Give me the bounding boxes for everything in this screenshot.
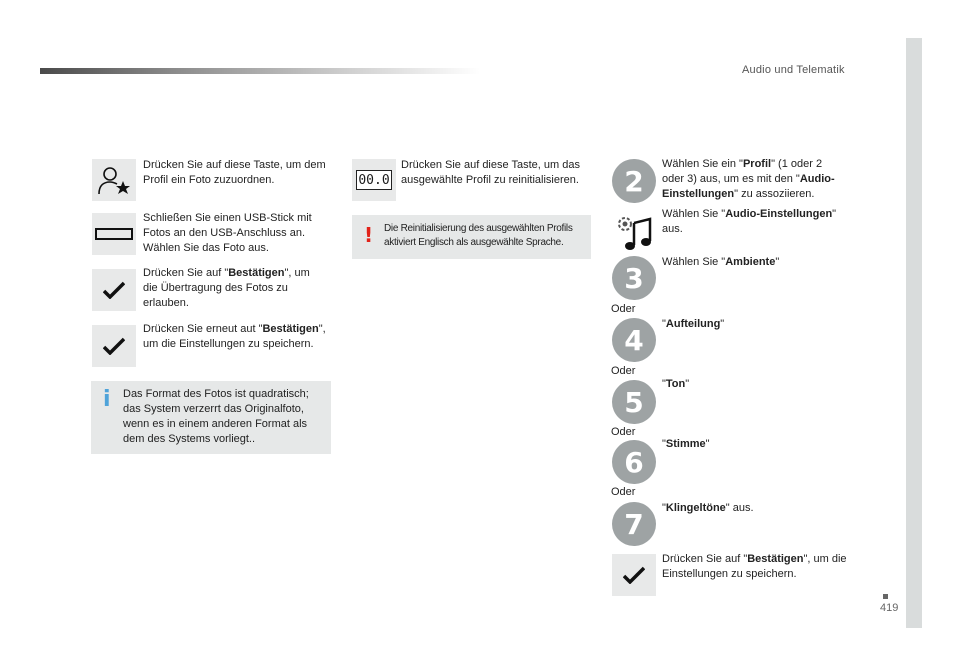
step-7-bold: Klingeltöne <box>665 502 726 514</box>
save-settings-pre: Drücken Sie erneut aut " <box>143 323 263 335</box>
audio-settings-pre: Wählen Sie " <box>662 208 726 220</box>
reset-warning-text: Die Reinitialisierung des ausgewählten Profils aktiviert Englisch als ausgewählte Sprache. <box>384 223 573 248</box>
reset-profile-button[interactable] <box>352 159 396 201</box>
usb-stick-button[interactable] <box>92 213 136 255</box>
step-5-pre: " <box>662 378 666 390</box>
profile-photo-icon <box>96 163 132 197</box>
final-confirm-pre: Drücken Sie auf " <box>662 553 748 565</box>
final-confirm-post: ", um die Einstellungen zu speichern. <box>662 553 847 580</box>
audio-settings-post: " aus. <box>662 208 837 235</box>
confirm-photo-pre: Drücken Sie auf " <box>143 267 229 279</box>
oder-label: Oder <box>611 365 636 377</box>
info-icon: i <box>103 387 111 412</box>
step-7-text <box>662 501 847 516</box>
reset-warning-box <box>352 215 591 259</box>
step-3-pre: Wählen Sie " <box>662 256 726 268</box>
final-confirm-button[interactable] <box>612 554 656 596</box>
usb-instructions-text: Schließen Sie einen USB-Stick mit Fotos an den USB-Anschluss an. Wählen Sie das Foto aus. <box>143 212 312 254</box>
step-7-post: " aus. <box>725 502 754 514</box>
photo-format-info-box <box>91 381 331 454</box>
final-confirm-text <box>662 552 847 582</box>
reset-display-icon: 00.0 <box>356 170 392 190</box>
checkmark-icon <box>103 281 125 299</box>
step-5-text <box>662 377 847 392</box>
step-2-bold2: Audio-Einstellungen <box>662 173 835 200</box>
step-3-text <box>662 255 847 270</box>
step-2-badge: 2 <box>612 159 656 203</box>
photo-format-info-text: Das Format des Fotos ist quadratisch; das System verzerrt das Originalfoto, wenn es in einem anderen Format als dem des Systems vorliegt.. <box>123 388 309 445</box>
step-2-text <box>662 157 847 202</box>
profile-photo-button[interactable] <box>92 159 136 201</box>
audio-settings-button[interactable] <box>612 211 656 255</box>
audio-settings-bold: Audio-Einstellungen <box>725 208 833 220</box>
oder-label: Oder <box>611 486 636 498</box>
profile-photo-text: Drücken Sie auf diese Taste, um dem Profil ein Foto zuzuordnen. <box>143 159 326 186</box>
step-5-bold: Ton <box>665 378 686 390</box>
page-marker <box>883 594 888 599</box>
confirm-photo-bold: Bestätigen <box>228 267 285 279</box>
step-4-pre: " <box>662 318 666 330</box>
step-3-post: " <box>775 256 780 268</box>
step-5-post: " <box>685 378 690 390</box>
step-6-text <box>662 437 847 452</box>
step-4-bold: Aufteilung <box>665 318 721 330</box>
confirm-photo-post: ", um die Übertragung des Fotos zu erlauben. <box>143 267 310 309</box>
usb-stick-icon <box>95 228 133 240</box>
save-settings-bold: Bestätigen <box>262 323 319 335</box>
step-6-badge: 6 <box>612 440 656 484</box>
step-2-pre: Wählen Sie ein " <box>662 158 743 170</box>
oder-label: Oder <box>611 303 636 315</box>
step-4-post: " <box>720 318 725 330</box>
step-7-badge: 7 <box>612 502 656 546</box>
reset-profile-text: Drücken Sie auf diese Taste, um das ausgewählte Profil zu reinitialisieren. <box>401 159 580 186</box>
step-7-pre: " <box>662 502 666 514</box>
save-settings-button[interactable] <box>92 325 136 367</box>
page-side-strip <box>906 38 922 628</box>
page-header-title: Audio und Telematik <box>742 64 845 76</box>
step-2-bold1: Profil <box>742 158 772 170</box>
checkmark-icon <box>103 337 125 355</box>
save-settings-post: ", um die Einstellungen zu speichern. <box>143 323 326 350</box>
confirm-photo-button[interactable] <box>92 269 136 311</box>
step-5-badge: 5 <box>612 380 656 424</box>
header-gradient-bar <box>40 68 480 74</box>
final-confirm-bold: Bestätigen <box>747 553 804 565</box>
step-4-badge: 4 <box>612 318 656 362</box>
step-6-post: " <box>705 438 710 450</box>
page-number: 419 <box>880 602 899 614</box>
step-2-post: " zu assoziieren. <box>734 188 815 200</box>
music-gear-icon <box>612 211 656 255</box>
confirm-photo-text <box>143 266 323 311</box>
step-6-bold: Stimme <box>665 438 706 450</box>
warning-icon: ! <box>364 223 374 247</box>
step-6-pre: " <box>662 438 666 450</box>
audio-settings-text <box>662 207 847 237</box>
step-3-badge: 3 <box>612 256 656 300</box>
step-3-bold: Ambiente <box>725 256 776 268</box>
checkmark-icon <box>623 566 645 584</box>
step-4-text <box>662 317 847 332</box>
oder-label: Oder <box>611 426 636 438</box>
save-settings-text <box>143 322 338 352</box>
step-2-mid: " (1 oder 2 oder 3) aus, um es mit den " <box>662 158 823 185</box>
